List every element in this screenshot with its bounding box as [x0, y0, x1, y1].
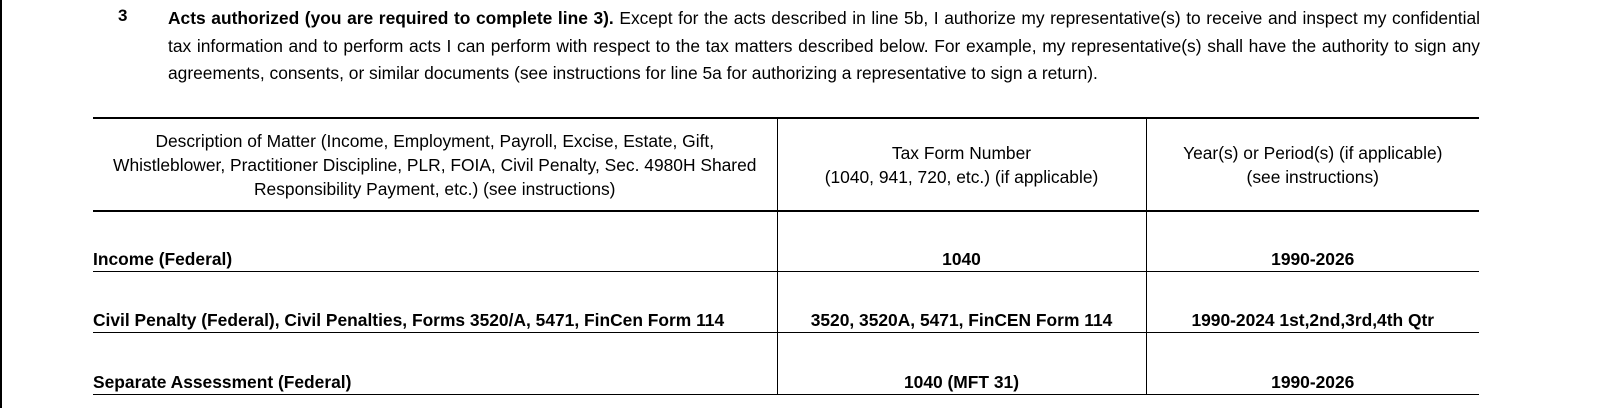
tax-form-number-cell[interactable]: 1040 (MFT 31)	[777, 333, 1146, 395]
tax-form-number-cell[interactable]: 3520, 3520A, 5471, FinCEN Form 114	[777, 272, 1146, 333]
header-tax-form-number	[777, 118, 1146, 211]
matter-description-cell[interactable]: Civil Penalty (Federal), Civil Penalties, Forms 3520/A, 5471, FinCen Form 114	[93, 272, 777, 333]
matter-description-cell[interactable]: Separate Assessment (Federal)	[93, 333, 777, 395]
table-row	[93, 211, 1479, 272]
table-row	[93, 272, 1479, 333]
header-years-or-periods-title: Year(s) or Period(s) (if applicable)	[1183, 142, 1443, 163]
header-description-of-matter: Description of Matter (Income, Employment, Payroll, Excise, Estate, Gift, Whistleblower, Practitioner Discipline, PLR, FOIA, Civil Penalty, Sec. 4980H Shared Responsibility Payment, etc.) (see instructions)	[93, 118, 777, 211]
header-tax-form-number-title: Tax Form Number	[891, 142, 1032, 163]
table-row	[93, 333, 1479, 395]
line-number: 3	[118, 6, 128, 25]
table-header-row	[93, 118, 1479, 211]
years-periods-cell[interactable]: 1990-2026	[1146, 211, 1479, 272]
tax-matters-table	[93, 117, 1479, 395]
acts-authorized-paragraph	[168, 5, 1480, 88]
matter-description-cell[interactable]: Income (Federal)	[93, 211, 777, 272]
page-left-border	[0, 0, 2, 408]
header-years-or-periods-note: (see instructions)	[1246, 166, 1379, 187]
acts-authorized-heading: Acts authorized (you are required to complete line 3).	[168, 8, 614, 28]
acts-authorized-body: Except for the acts described in line 5b, I authorize my representative(s) to receive and inspect my confidential tax information and to perform acts I can perform with respect to the tax matters described below. For example, my representative(s) shall have the authority to sign any agreements, consents, or similar documents (see instructions for line 5a for authorizing a representative to sign a return).	[168, 8, 1480, 83]
years-periods-cell[interactable]: 1990-2024 1st,2nd,3rd,4th Qtr	[1146, 272, 1479, 333]
header-years-or-periods	[1146, 118, 1479, 211]
tax-form-number-cell[interactable]: 1040	[777, 211, 1146, 272]
years-periods-cell[interactable]: 1990-2026	[1146, 333, 1479, 395]
header-tax-form-number-note: (1040, 941, 720, etc.) (if applicable)	[824, 166, 1099, 187]
